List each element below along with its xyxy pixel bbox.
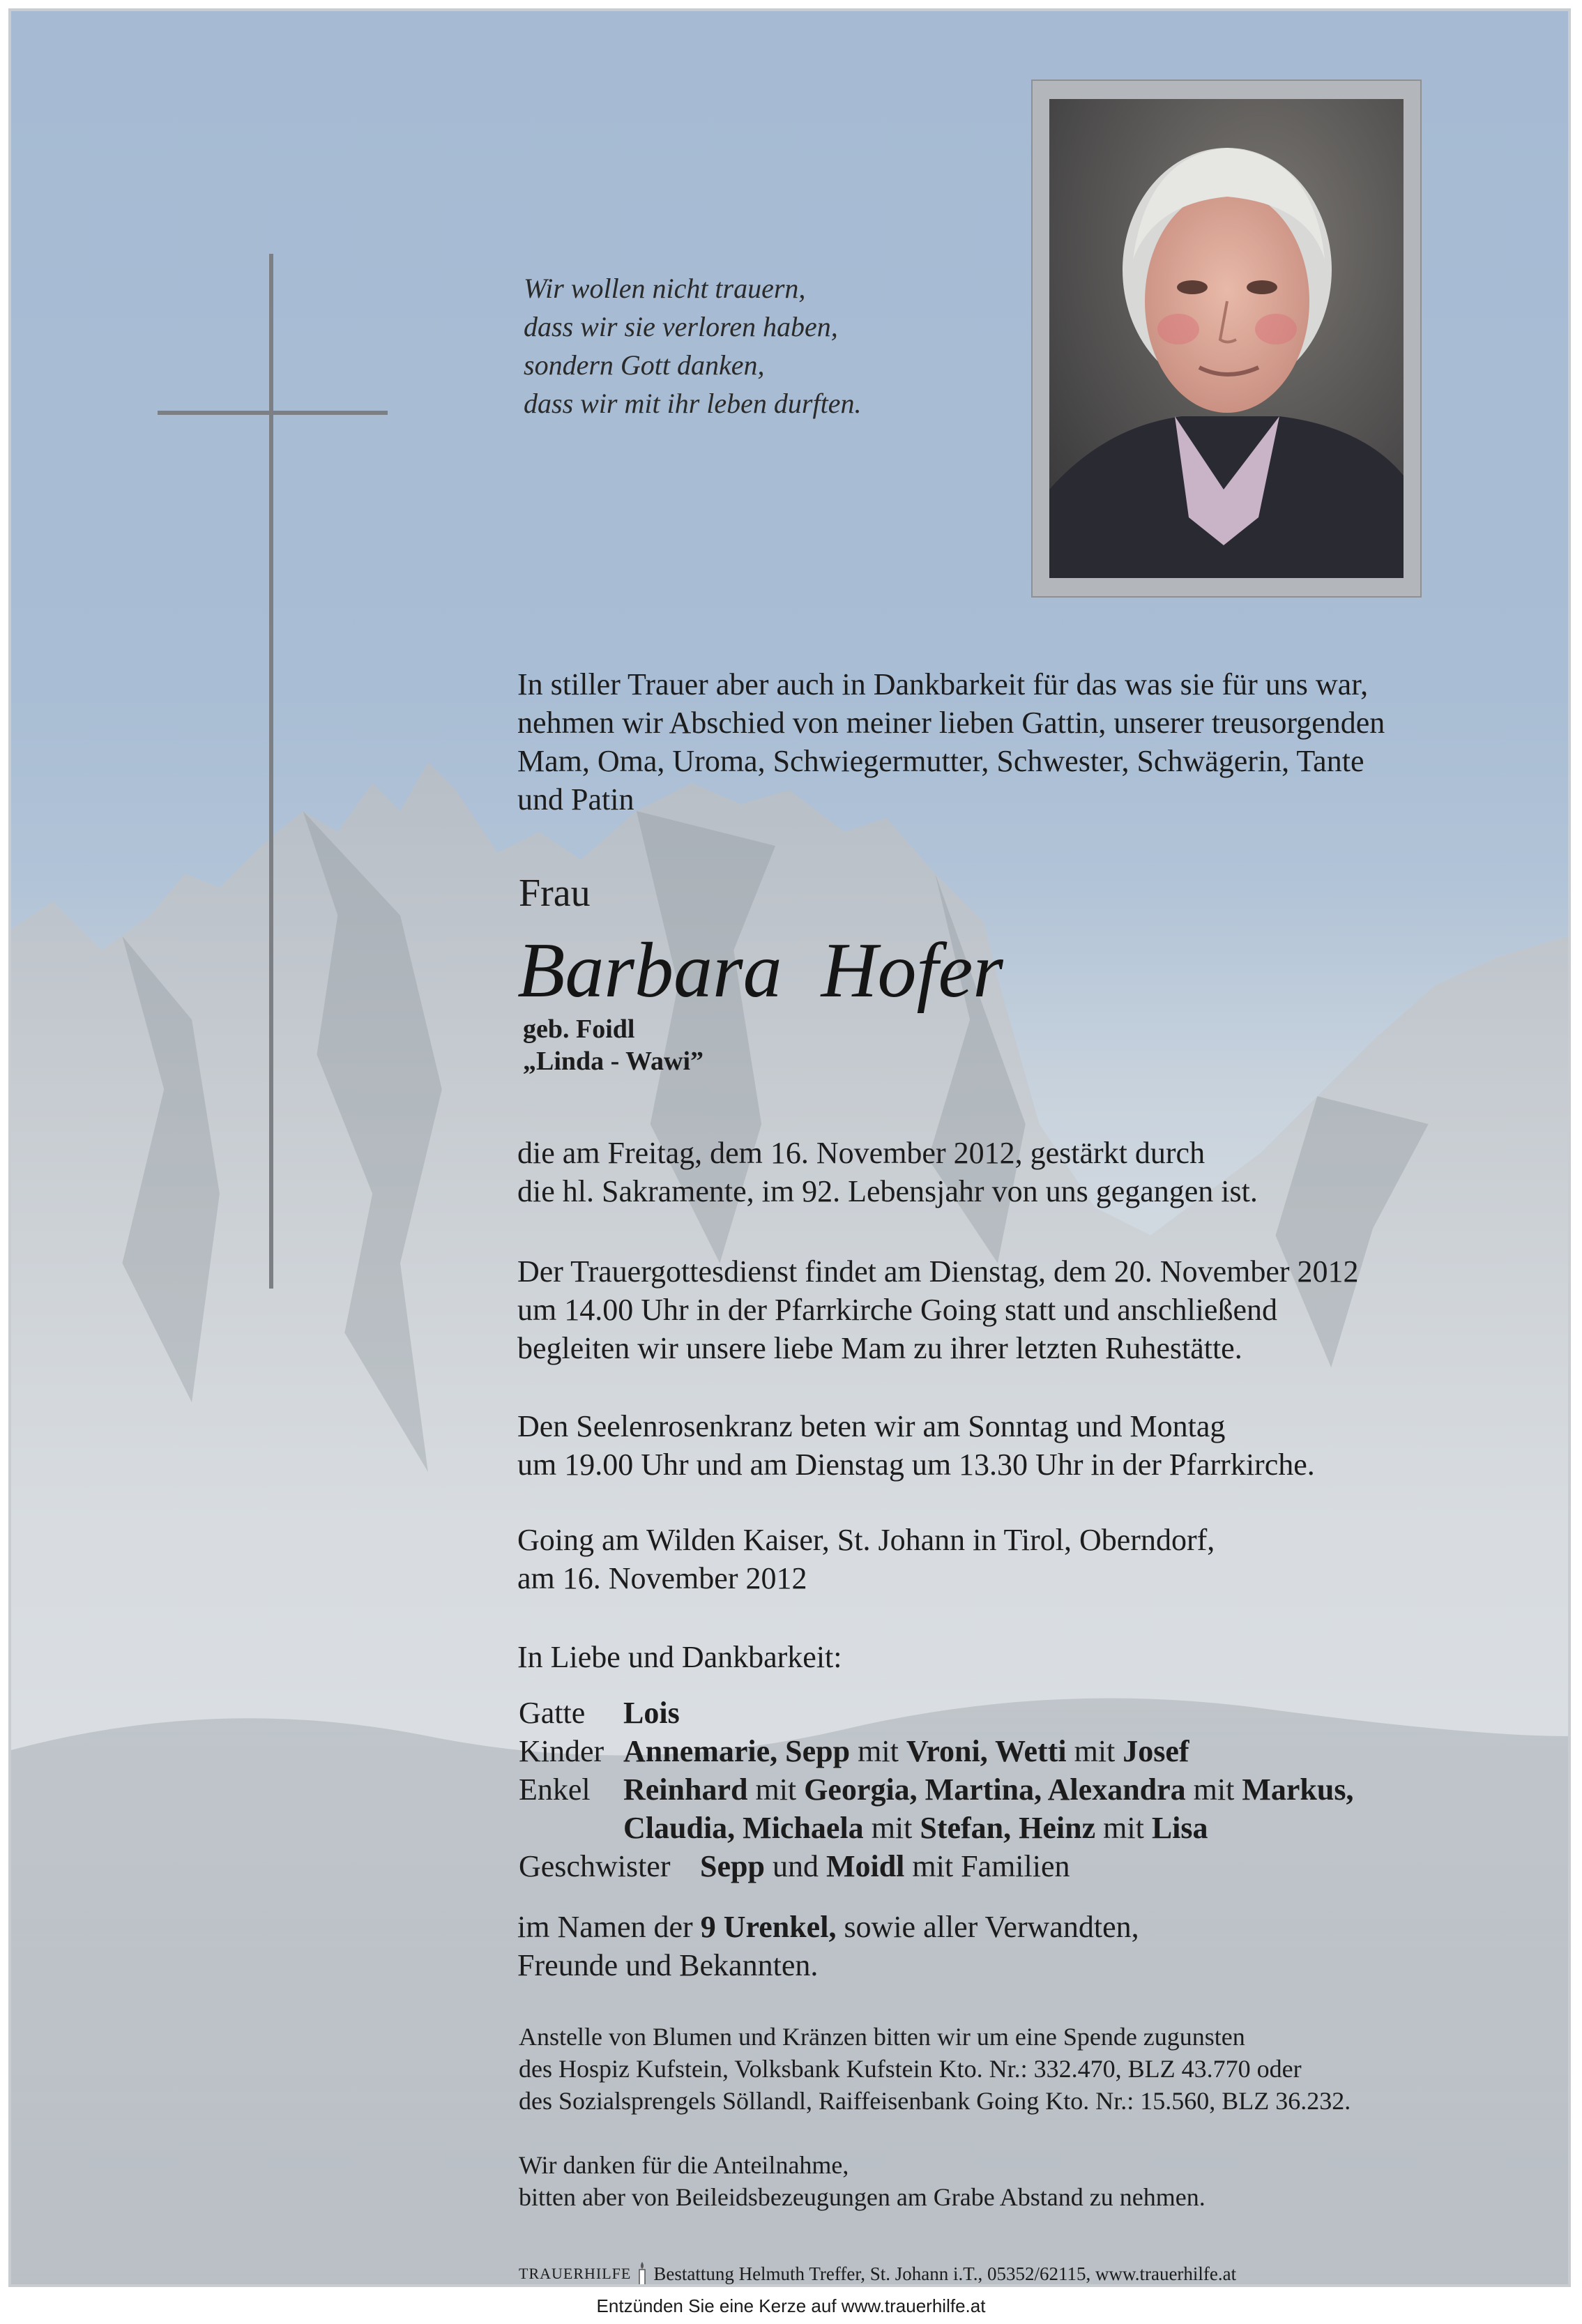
highlighted-name: Lisa: [1151, 1811, 1208, 1845]
family-members: [623, 1809, 1208, 1847]
closing-line: Freunde und Bekannten.: [517, 1948, 819, 1982]
undertaker-details: Bestattung Helmuth Treffer, St. Johann i.T., 05352/62115, www.trauerhilfe.at: [653, 2263, 1237, 2284]
death-notice-line: die am Freitag, dem 16. November 2012, gestärkt durch: [517, 1136, 1205, 1170]
candle-link[interactable]: Entzünden Sie eine Kerze auf www.trauerhilfe.at: [596, 2295, 986, 2316]
highlighted-name: Markus,: [1242, 1772, 1354, 1807]
place-and-date: [517, 1521, 1215, 1597]
donation-line: des Hospiz Kufstein, Volksbank Kufstein Kto. Nr.: 332.470, BLZ 43.770 oder: [519, 2055, 1302, 2083]
death-notice-line: die hl. Sakramente, im 92. Lebensjahr von uns gegangen ist.: [517, 1174, 1258, 1208]
birth-name: geb. Foidl: [523, 1015, 635, 1044]
connector-text: mit: [1095, 1811, 1152, 1845]
salutation: Frau: [519, 872, 591, 915]
family-intro: In Liebe und Dankbarkeit:: [517, 1640, 842, 1674]
intro-text: [517, 665, 1385, 819]
birth-name-and-nickname: [523, 1013, 703, 1077]
highlighted-name: Annemarie, Sepp: [623, 1734, 851, 1768]
highlighted-name: Georgia, Martina, Alexandra: [804, 1772, 1186, 1807]
highlighted-name: Josef: [1123, 1734, 1189, 1768]
quote-line: sondern Gott danken,: [524, 349, 765, 381]
family-role: Kinder: [519, 1734, 604, 1768]
connector-text: mit: [747, 1772, 805, 1807]
rosary-line: um 19.00 Uhr und am Dienstag um 13.30 Uhr in der Pfarrkirche.: [517, 1448, 1315, 1482]
family-members: [623, 1732, 1189, 1770]
cross-vertical-bar: [269, 254, 273, 1289]
thanks-line: bitten aber von Beileidsbezeugungen am Grabe Abstand zu nehmen.: [519, 2183, 1205, 2211]
connector-text: sowie aller Verwandten,: [836, 1910, 1139, 1944]
portrait-illustration: [1049, 99, 1404, 578]
connector-text: und: [764, 1849, 826, 1883]
cross-horizontal-bar: [158, 411, 388, 415]
intro-line: In stiller Trauer aber auch in Dankbarkeit für das was sie für uns war,: [517, 667, 1369, 701]
service-line: um 14.00 Uhr in der Pfarrkirche Going statt und anschließend: [517, 1293, 1277, 1327]
highlighted-name: Claudia, Michaela: [623, 1811, 864, 1845]
connector-text: mit: [1066, 1734, 1123, 1768]
family-members: [623, 1770, 1353, 1809]
place-date-line: Going am Wilden Kaiser, St. Johann in Tirol, Oberndorf,: [517, 1523, 1215, 1557]
highlighted-name: Moidl: [826, 1849, 905, 1883]
intro-line: Mam, Oma, Uroma, Schwiegermutter, Schwester, Schwägerin, Tante: [517, 744, 1364, 778]
connector-text: im Namen der: [517, 1910, 701, 1944]
connector-text: mit: [863, 1811, 920, 1845]
family-role: Enkel: [519, 1772, 591, 1807]
funeral-service: [517, 1252, 1359, 1367]
memorial-quote: [524, 269, 861, 423]
intro-line: nehmen wir Abschied von meiner lieben Gattin, unserer treusorgenden: [517, 706, 1385, 740]
family-role: Geschwister: [519, 1849, 671, 1883]
highlighted-name: Sepp: [700, 1849, 765, 1883]
portrait-photo: [1049, 99, 1404, 578]
service-line: Der Trauergottesdienst findet am Dienstag, dem 20. November 2012: [517, 1254, 1359, 1289]
thanks-note: [519, 2149, 1205, 2213]
donation-line: des Sozialsprengels Söllandl, Raiffeisenbank Going Kto. Nr.: 15.560, BLZ 36.232.: [519, 2087, 1351, 2115]
portrait-frame: [1031, 79, 1422, 598]
place-date-line: am 16. November 2012: [517, 1561, 807, 1595]
intro-line: und Patin: [517, 782, 634, 817]
family-members: [623, 1694, 680, 1732]
family-closing: [517, 1908, 1139, 1984]
donation-request: [519, 2021, 1351, 2117]
closing-line: [517, 1908, 1139, 1946]
rosary-line: Den Seelenrosenkranz beten wir am Sonntag und Montag: [517, 1409, 1226, 1443]
highlighted-name: Stefan, Heinz: [920, 1811, 1096, 1845]
nickname: „Linda - Wawi”: [523, 1047, 704, 1076]
death-notice: [517, 1134, 1258, 1210]
highlighted-name: Reinhard: [623, 1772, 748, 1807]
family-members: [700, 1847, 1070, 1885]
undertaker-footer: [519, 2260, 1236, 2287]
highlighted-name: Lois: [623, 1696, 680, 1730]
connector-text: mit Familien: [904, 1849, 1070, 1883]
connector-text: mit: [850, 1734, 906, 1768]
service-line: begleiten wir unsere liebe Mam zu ihrer letzten Ruhestätte.: [517, 1331, 1242, 1365]
highlighted-name: Vroni, Wetti: [906, 1734, 1067, 1768]
quote-line: dass wir mit ihr leben durften.: [524, 388, 862, 419]
obituary-card: [8, 8, 1571, 2287]
connector-text: mit: [1185, 1772, 1242, 1807]
quote-line: dass wir sie verloren haben,: [524, 311, 838, 342]
quote-line: Wir wollen nicht trauern,: [524, 273, 806, 304]
thanks-line: Wir danken für die Anteilnahme,: [519, 2151, 849, 2179]
undertaker-brand: TRAUERHILFE: [519, 2265, 632, 2282]
highlighted-name: 9 Urenkel,: [700, 1910, 837, 1944]
donation-line: Anstelle von Blumen und Kränzen bitten wir um eine Spende zugunsten: [519, 2023, 1245, 2051]
family-role: Gatte: [519, 1696, 586, 1730]
candle-logo-icon: [635, 2260, 649, 2287]
rosary-notice: [517, 1407, 1315, 1484]
deceased-name: Barbara Hofer: [517, 927, 1003, 1014]
